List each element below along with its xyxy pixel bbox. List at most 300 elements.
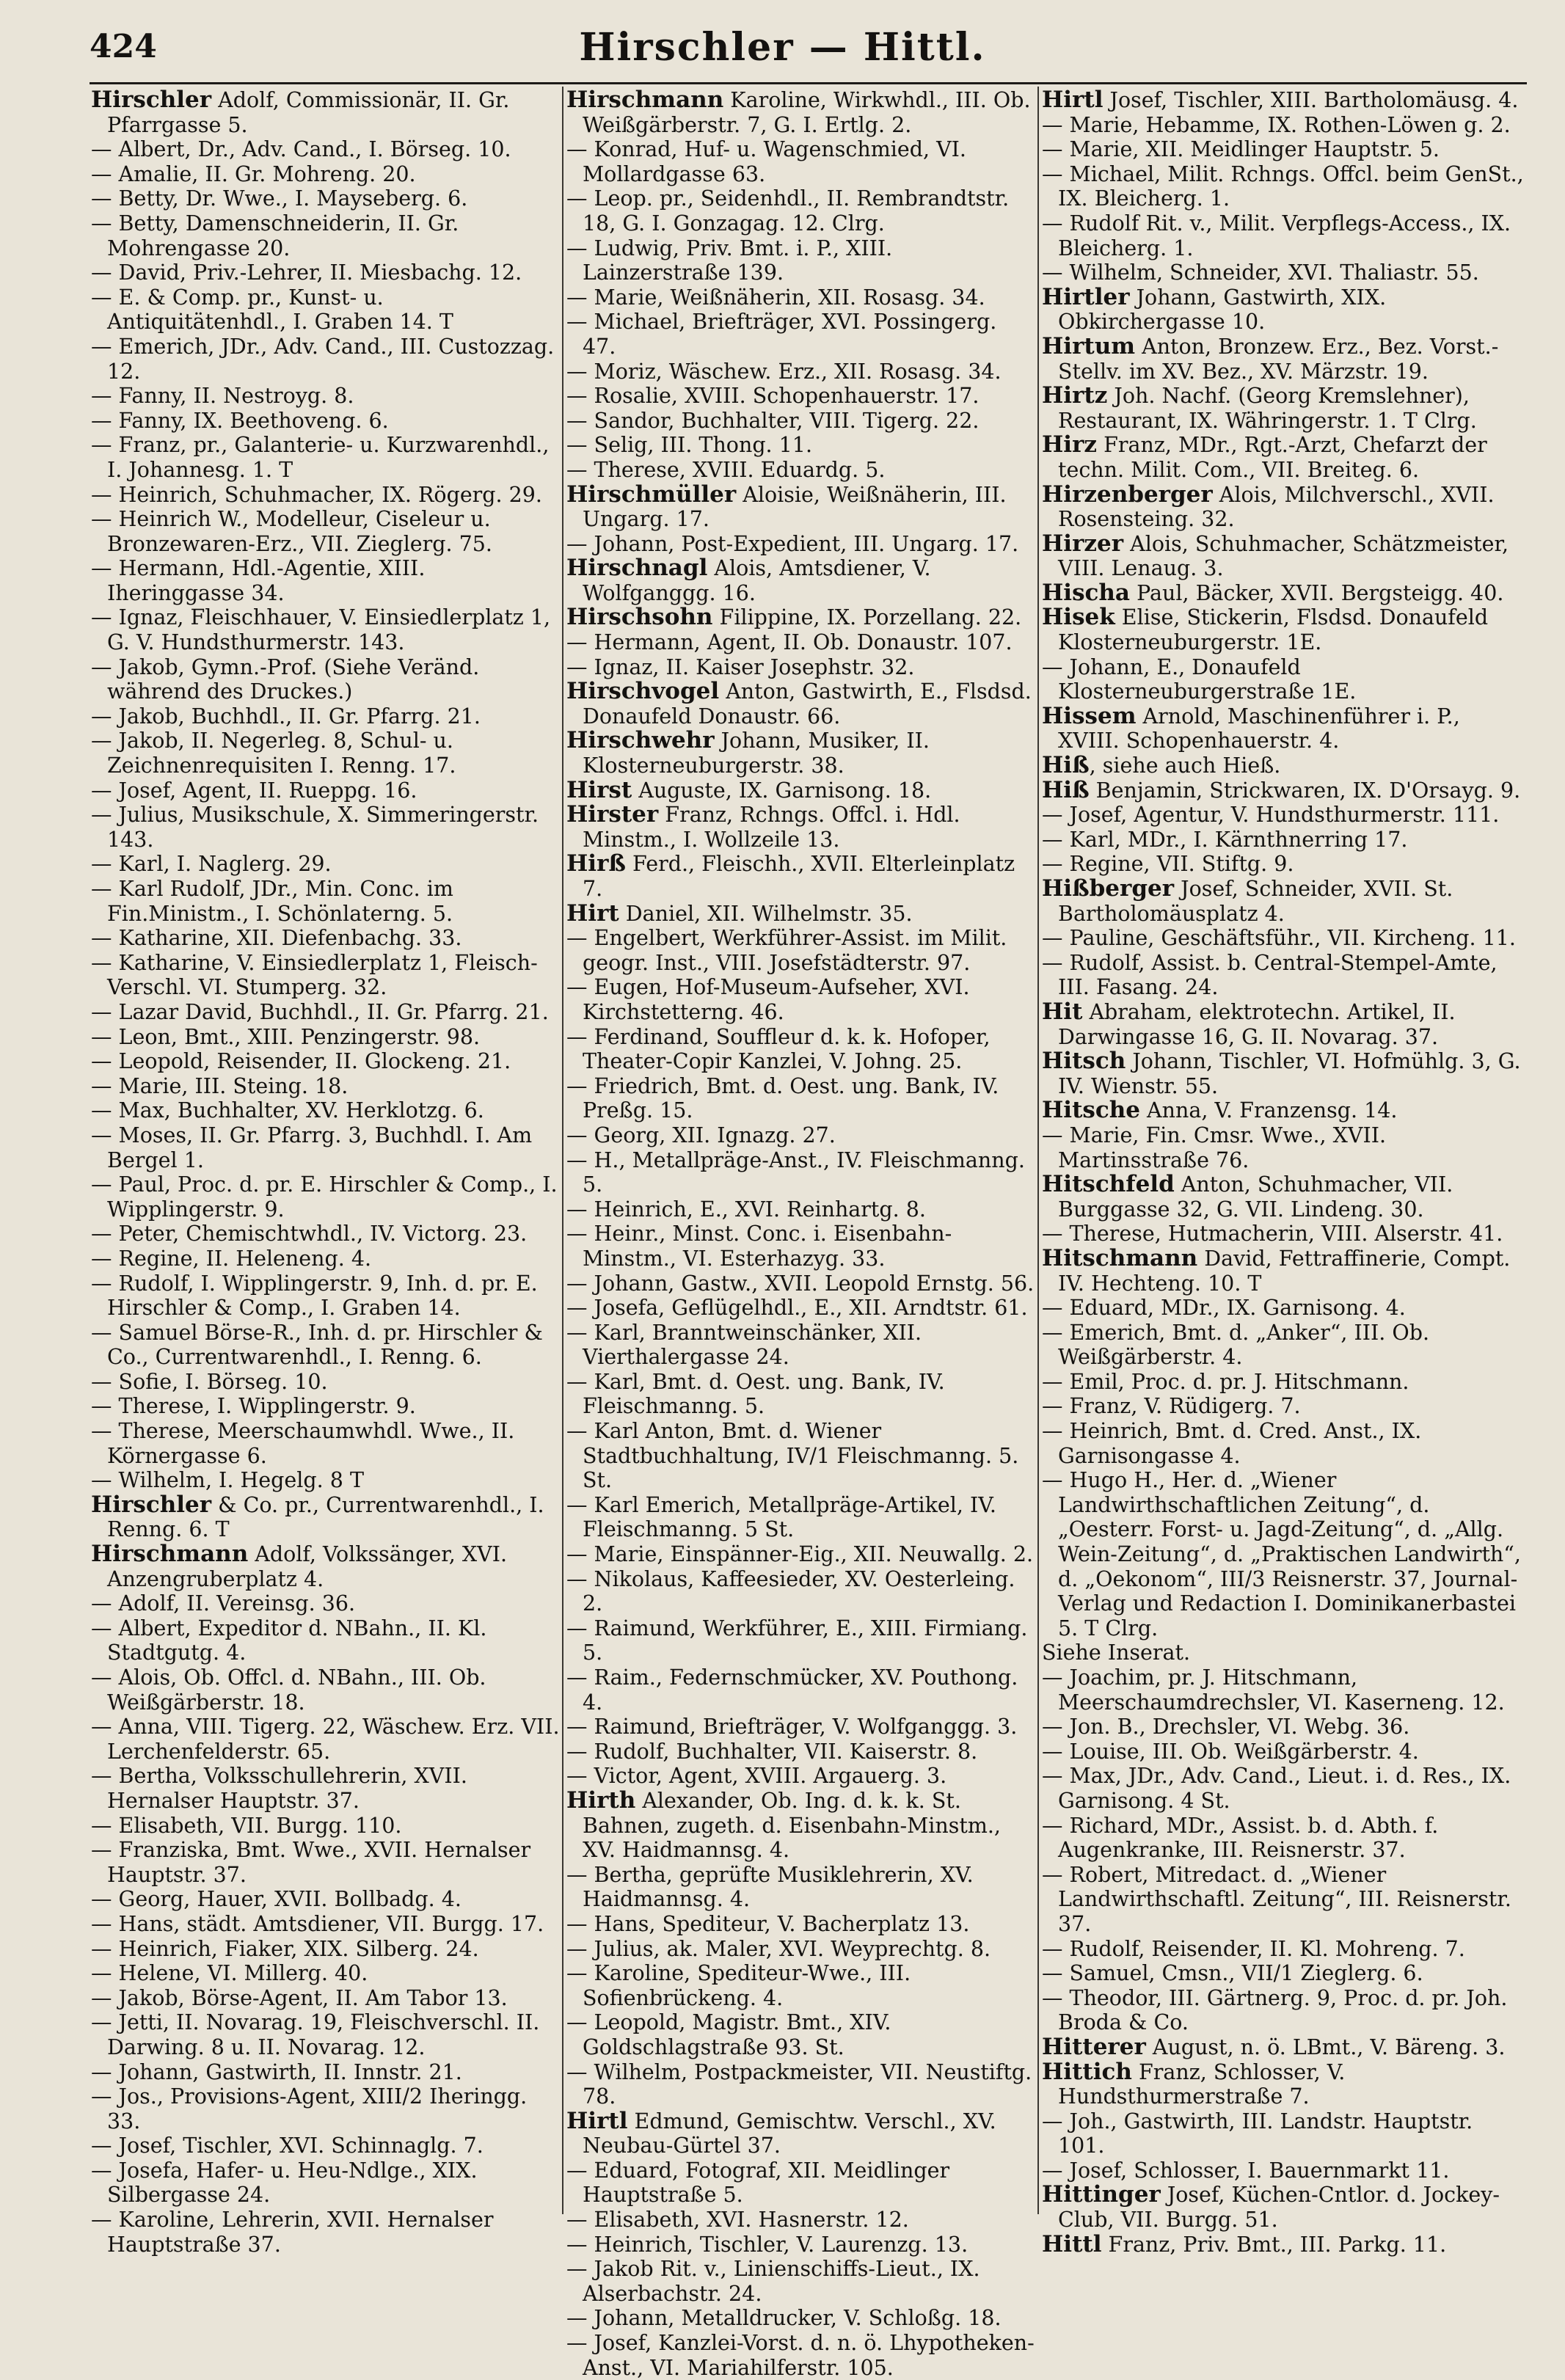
entry-text: — Regine, II. Heleneng. 4. (91, 1246, 372, 1271)
directory-entry (566, 556, 1036, 605)
directory-entry (566, 2158, 1036, 2208)
entry-text: Auguste, IX. Garnisong. 18. (632, 778, 932, 803)
directory-entry (91, 1049, 561, 1074)
entry-text: — Hugo H., Her. d. „Wiener Landwirthschaftlichen Zeitung“, d. „Oesterr. Forst- u. Jagd-Zeitung“, d. „Allg. Wein-Zeitung“, d. „Praktischen Landwirth“, d. „Oekonom“, III/3 Reisnerstr. 37, Journal-Verlag und Redaction I. Dominikanerbastei 5. T Clrg. (1042, 1468, 1521, 1640)
entry-text: — Johann, Gastwirth, II. Innstr. 21. (91, 2059, 462, 2084)
directory-entry (1042, 260, 1525, 285)
entry-text: — Sofie, I. Börseg. 10. (91, 1369, 328, 1394)
entry-text: — Bertha, Volksschullehrerin, XVII. Hernalser Hauptstr. 37. (91, 1764, 467, 1813)
directory-entry (1042, 2035, 1525, 2060)
entry-text: Josef, Tischler, XIII. Bartholomäusg. 4. (1103, 88, 1519, 112)
entry-text: — Leopold, Reisender, II. Glockeng. 21. (91, 1049, 511, 1074)
directory-entry (91, 1591, 561, 1616)
entry-text: Adolf, Volkssänger, XVI. Anzengruberplatz 4. (107, 1542, 508, 1591)
entry-headword: Hitterer (1042, 2033, 1146, 2060)
directory-entry (566, 1419, 1036, 1493)
directory-entry (1042, 1937, 1525, 1962)
entry-text: — Regine, VII. Stiftg. 9. (1042, 852, 1294, 877)
directory-entry (1042, 1123, 1525, 1172)
directory-entry (91, 186, 561, 211)
directory-entry (566, 605, 1036, 630)
entry-text: — Josef, Agentur, V. Hundsthurmerstr. 111. (1042, 803, 1500, 828)
directory-entry (566, 1493, 1036, 1542)
entry-text: — Jakob, Buchhdl., II. Gr. Pfarrg. 21. (91, 704, 481, 729)
directory-entry (566, 1740, 1036, 1764)
entry-text: — Hans, städt. Amtsdiener, VII. Burgg. 17. (91, 1911, 544, 1936)
entry-headword: Hiß (1042, 776, 1090, 803)
entry-headword: Hitsche (1042, 1097, 1140, 1124)
entry-text: , siehe auch Hieß. (1089, 753, 1281, 778)
directory-entry (1042, 532, 1525, 581)
entry-text: — Franz, V. Rüdigerg. 7. (1042, 1394, 1301, 1419)
entry-text: — Samuel, Cmsn., VII/1 Zieglerg. 6. (1042, 1961, 1423, 1986)
entry-text: — Heinrich, Tischler, V. Laurenzg. 13. (566, 2232, 968, 2257)
entry-text: — Marie, III. Steing. 18. (91, 1073, 349, 1098)
directory-entry (1042, 1370, 1525, 1395)
entry-text: — Therese, Hutmacherin, VIII. Alserstr. 41. (1042, 1222, 1503, 1246)
directory-entry (91, 2084, 561, 2133)
directory-entry (1042, 753, 1525, 778)
directory-entry (91, 1123, 561, 1172)
entry-text: — Robert, Mitredact. d. „Wiener Landwirthschaftl. Zeitung“, III. Reisnerstr. 37. (1042, 1862, 1511, 1936)
entry-text: Arnold, Maschinenführer i. P., XVIII. Schopenhauerstr. 4. (1058, 704, 1460, 753)
directory-entry (566, 1567, 1036, 1616)
entry-headword: Hirzer (1042, 530, 1124, 557)
directory-entry (566, 1786, 1036, 1863)
directory-entry (566, 778, 1036, 803)
entry-headword: Hirschmüller (566, 481, 737, 508)
entry-text: — Wilhelm, Schneider, XVI. Thaliastr. 55. (1042, 260, 1479, 285)
entry-headword: Hirschnagl (566, 555, 708, 582)
entry-text: — Betty, Dr. Wwe., I. Mayseberg. 6. (91, 186, 468, 211)
entry-text: — Raimund, Briefträger, V. Wolfganggg. 3. (566, 1715, 1018, 1740)
directory-entry (1042, 877, 1525, 926)
entry-text: — Eduard, MDr., IX. Garnisong. 4. (1042, 1296, 1406, 1321)
entry-text: Franz, Priv. Bmt., III. Parkg. 11. (1101, 2232, 1447, 2257)
entry-text: — Karoline, Spediteur-Wwe., III. Sofienbrückeng. 4. (566, 1961, 911, 2010)
directory-entry (1042, 828, 1525, 853)
directory-entry (91, 1838, 561, 1887)
entry-text: Siehe Inserat. (1042, 1640, 1191, 1665)
entry-text: — Amalie, II. Gr. Mohreng. 20. (91, 161, 416, 186)
directory-entry (566, 852, 1036, 901)
entry-text: — Ignaz, II. Kaiser Josephstr. 32. (566, 654, 915, 679)
entry-text: — Hermann, Hdl.-Agentie, XIII. Iheringgasse 34. (91, 556, 426, 605)
entry-text: — Konrad, Huf- u. Wagenschmied, VI. Mollardgasse 63. (566, 137, 966, 186)
entry-text: — Jon. B., Drechsler, VI. Webg. 36. (1042, 1715, 1410, 1740)
entry-headword: Hisek (1042, 604, 1115, 631)
entry-headword: Hittinger (1042, 2181, 1161, 2208)
directory-entry (566, 1961, 1036, 2010)
entry-text: — Heinr., Minst. Conc. i. Eisenbahn-Minstm., VI. Esterhazyg. 33. (566, 1222, 952, 1271)
entry-text: — Albert, Dr., Adv. Cand., I. Börseg. 10. (91, 137, 511, 162)
directory-entry (91, 1616, 561, 1665)
entry-text: — Louise, III. Ob. Weißgärberstr. 4. (1042, 1739, 1419, 1764)
entry-text: — Therese, I. Wipplingerstr. 9. (91, 1394, 416, 1419)
entry-text: — Josef, Agent, II. Rueppg. 16. (91, 778, 417, 803)
entry-text: — Joachim, pr. J. Hitschmann, Meerschaumdrechsler, VI. Kaserneng. 12. (1042, 1665, 1505, 1715)
entry-text: — Jakob, Gymn.-Prof. (Siehe Veränd. während des Druckes.) (91, 654, 480, 704)
directory-entry (91, 1937, 561, 1962)
directory-entry (566, 359, 1036, 384)
entry-text: — Heinrich, Fiaker, XIX. Silberg. 24. (91, 1936, 479, 1961)
entry-text: — Johann, E., Donaufeld Klosterneuburgerstraße 1E. (1042, 654, 1357, 704)
entry-text: — Ferdinand, Souffleur d. k. k. Hofoper, Theater-Copir Kanzlei, V. Johng. 25. (566, 1024, 991, 1074)
entry-text: — Max, JDr., Adv. Cand., Lieut. i. d. Res., IX. Garnisong. 4 St. (1042, 1764, 1511, 1813)
directory-entry (91, 803, 561, 852)
entry-text: — Elisabeth, XVI. Hasnerstr. 12. (566, 2208, 909, 2233)
directory-entry (566, 2257, 1036, 2306)
directory-entry (91, 1025, 561, 1050)
directory-entry (566, 655, 1036, 680)
directory-entry (91, 211, 561, 260)
directory-entry (91, 137, 561, 162)
directory-entry (1042, 778, 1525, 803)
entry-text: — Johann, Post-Expedient, III. Ungarg. 17. (566, 531, 1019, 556)
entry-text: — Emerich, Bmt. d. „Anker“, III. Ob. Weißgärberstr. 4. (1042, 1320, 1430, 1370)
directory-entry (566, 899, 1036, 927)
entry-text: — Hermann, Agent, II. Ob. Donaustr. 107. (566, 630, 1013, 655)
directory-entry (566, 2109, 1036, 2158)
directory-entry (566, 1542, 1036, 1567)
directory-entry (91, 409, 561, 434)
directory-entry (91, 483, 561, 508)
entry-text: David, Fettraffinerie, Compt. IV. Hechteng. 10. T (1058, 1246, 1511, 1296)
entry-text: — Josef, Kanzlei-Vorst. d. n. ö. Lhypotheken-Anst., VI. Mariahilferstr. 105. (566, 2331, 1035, 2380)
directory-entry (91, 507, 561, 556)
entry-headword: Hirß (566, 850, 626, 877)
directory-entry (91, 162, 561, 187)
directory-entry (1042, 1098, 1525, 1123)
entry-text: — Jakob, Börse-Agent, II. Am Tabor 13. (91, 1985, 508, 2010)
entry-text: — Rudolf, Buchhalter, VII. Kaiserstr. 8. (566, 1739, 978, 1764)
entry-text: — E. & Comp. pr., Kunst- u. Antiquitätenhdl., I. Graben 14. T (91, 285, 453, 335)
entry-headword: Hirschvogel (566, 678, 720, 705)
entry-text: Anna, V. Franzensg. 14. (1139, 1098, 1398, 1123)
entry-text: — Karl, MDr., I. Kärnthnerring 17. (1042, 827, 1408, 852)
entry-text: — Marie, Einspänner-Eig., XII. Neuwallg. 2. (566, 1542, 1034, 1567)
directory-entry (91, 335, 561, 384)
directory-entry (1042, 1814, 1525, 1863)
entry-text: — Michael, Milit. Rchngs. Offcl. beim GenSt., IX. Bleicherg. 1. (1042, 161, 1524, 211)
directory-entry (1042, 1764, 1525, 1813)
entry-text: — Karl, Branntweinschänker, XII. Vierthalergasse 24. (566, 1320, 922, 1370)
directory-entry (1042, 1394, 1525, 1419)
entry-text: Karoline, Wirkwhdl., III. Ob. Weißgärberstr. 7, G. I. Ertlg. 2. (583, 88, 1031, 137)
directory-entry (1042, 1172, 1525, 1222)
directory-entry (91, 926, 561, 951)
directory-entry (1042, 137, 1525, 162)
entry-text: Filippine, IX. Porzellang. 22. (712, 605, 1022, 630)
entry-text: — H., Metallpräge-Anst., IV. Fleischmanng. 5. (566, 1147, 1025, 1197)
directory-entry (91, 704, 561, 729)
directory-entry (91, 2133, 561, 2158)
directory-entry (1042, 926, 1525, 951)
directory-entry (566, 1074, 1036, 1123)
directory-entry (91, 1542, 561, 1591)
entry-headword: Hischa (1042, 579, 1131, 606)
entry-text: — Friedrich, Bmt. d. Oest. ung. Bank, IV. Preßg. 15. (566, 1073, 999, 1123)
entry-text: — Therese, XVIII. Eduardg. 5. (566, 457, 886, 482)
entry-text: Josef, Schneider, XVII. St. Bartholomäusplatz 4. (1058, 877, 1453, 926)
directory-entry (91, 1986, 561, 2011)
directory-entry (566, 1937, 1036, 1962)
entry-text: — Heinrich, Bmt. d. Cred. Anst., IX. Garnisongasse 4. (1042, 1419, 1422, 1468)
entry-text: Elise, Stickerin, Flsdsd. Donaufeld Klosterneuburgerstr. 1E. (1058, 605, 1489, 655)
directory-entry (91, 1912, 561, 1937)
entry-text: — Georg, Hauer, XVII. Bollbadg. 4. (91, 1887, 462, 1912)
entry-text: — Moses, II. Gr. Pfarrg. 3, Buchhdl. I. Am Bergel 1. (91, 1123, 533, 1172)
entry-text: — Adolf, II. Vereinsg. 36. (91, 1591, 356, 1616)
directory-entry (1042, 1419, 1525, 1468)
directory-entry (91, 605, 561, 654)
entry-text: — Richard, MDr., Assist. b. d. Abth. f. Augenkranke, III. Reisnerstr. 37. (1042, 1813, 1439, 1863)
entry-text: — Selig, III. Thong. 11. (566, 433, 813, 458)
directory-entry (1042, 433, 1525, 482)
directory-entry (91, 951, 561, 1000)
entry-text: — Franziska, Bmt. Wwe., XVII. Hernalser Hauptstr. 37. (91, 1838, 531, 1887)
directory-entry (1042, 2158, 1525, 2183)
directory-entry (1042, 1740, 1525, 1764)
directory-entry (91, 260, 561, 285)
directory-entry (566, 1025, 1036, 1074)
entry-text: — Ludwig, Priv. Bmt. i. P., XIII. Lainzerstraße 139. (566, 236, 893, 285)
directory-entry (566, 285, 1036, 310)
directory-entry (91, 852, 561, 877)
directory-entry (566, 1764, 1036, 1789)
directory-entry (91, 655, 561, 704)
entry-text: — Wilhelm, Postpackmeister, VII. Neustiftg. 78. (566, 2059, 1032, 2109)
entry-text: Josef, Küchen-Cntlor. d. Jockey-Club, VII. Burgg. 51. (1058, 2183, 1500, 2233)
directory-column-2 (566, 87, 1036, 2380)
directory-entry (566, 409, 1036, 434)
directory-entry (91, 1764, 561, 1813)
entry-text: — Emil, Proc. d. pr. J. Hitschmann. (1042, 1369, 1409, 1394)
entry-headword: Hirschmann (566, 87, 724, 113)
directory-entry (1042, 1665, 1525, 1715)
directory-entry (1042, 1246, 1525, 1296)
entry-text: — Eugen, Hof-Museum-Aufseher, XVI. Kirchstetterng. 46. (566, 975, 970, 1024)
entry-text: — Georg, XII. Ignazg. 27. (566, 1123, 836, 1147)
directory-entry (91, 1172, 561, 1222)
entry-text: — Karl Rudolf, JDr., Min. Conc. im Fin.Ministm., I. Schönlaterng. 5. (91, 877, 453, 926)
entry-text: — Rosalie, XVIII. Schopenhauerstr. 17. (566, 384, 980, 409)
entry-text: — Josefa, Hafer- u. Heu-Ndlge., XIX. Silbergasse 24. (91, 2158, 478, 2208)
entry-headword: Hirst (566, 776, 632, 803)
directory-entry (91, 384, 561, 409)
entry-text: — Wilhelm, I. Hegelg. 8 T (91, 1468, 364, 1493)
entry-text: — Franz, pr., Galanterie- u. Kurzwarenhdl., I. Johannesg. 1. T (91, 433, 550, 482)
directory-entry (566, 2010, 1036, 2059)
directory-entry (91, 1814, 561, 1839)
entry-headword: Hittich (1042, 2058, 1132, 2085)
directory-entry (1042, 1296, 1525, 1321)
entry-text: — Leop. pr., Seidenhdl., II. Rembrandtstr. 18, G. I. Gonzagag. 12. Clrg. (566, 186, 1010, 236)
entry-headword: Hirtum (1042, 332, 1136, 359)
entry-text: — Lazar David, Buchhdl., II. Gr. Pfarrg. 21. (91, 999, 549, 1024)
directory-entry (1042, 852, 1525, 877)
directory-entry (91, 88, 561, 137)
directory-entry (566, 186, 1036, 236)
entry-text: Anton, Schuhmacher, VII. Burggasse 32, G. VII. Lindeng. 30. (1058, 1172, 1453, 1222)
entry-text: — Rudolf Rit. v., Milit. Verpflegs-Access., IX. Bleicherg. 1. (1042, 211, 1511, 260)
entry-text: — Karl, Bmt. d. Oest. ung. Bank, IV. Fleischmanng. 5. (566, 1369, 945, 1419)
entry-text: — Jakob, II. Negerleg. 8, Schul- u. Zeichnenrequisiten I. Renng. 17. (91, 729, 456, 778)
entry-text: Daniel, XII. Wilhelmstr. 35. (619, 901, 913, 926)
directory-entry (566, 458, 1036, 483)
entry-text: — Joh., Gastwirth, III. Landstr. Hauptstr. 101. (1042, 2109, 1473, 2158)
entry-headword: Hirth (566, 1786, 636, 1814)
entry-text: Alois, Amtsdiener, V. Wolfganggg. 16. (583, 556, 931, 605)
directory-entry (566, 2233, 1036, 2257)
entry-text: — Marie, Weißnäherin, XII. Rosasg. 34. (566, 285, 985, 310)
entry-text: — Alois, Ob. Offcl. d. NBahn., III. Ob. Weißgärberstr. 18. (91, 1665, 486, 1715)
entry-text: — Karl Emerich, Metallpräge-Artikel, IV. Fleischmanng. 5 St. (566, 1492, 996, 1542)
entry-text: — Karl Anton, Bmt. d. Wiener Stadtbuchhaltung, IV/1 Fleischmanng. 5. St. (566, 1419, 1019, 1493)
directory-entry (1042, 88, 1525, 113)
directory-entry (1042, 1986, 1525, 2035)
entry-text: — Rudolf, Assist. b. Central-Stempel-Amte, III. Fasang. 24. (1042, 950, 1497, 1000)
directory-entry (1042, 332, 1525, 384)
entry-text: — Emerich, JDr., Adv. Cand., III. Custozzag. 12. (91, 334, 555, 384)
directory-entry (1042, 1961, 1525, 1986)
entry-text: — Katharine, V. Einsiedlerplatz 1, Fleisch-Verschl. VI. Stumperg. 32. (91, 950, 538, 1000)
entry-text: — Marie, Fin. Cmsr. Wwe., XVII. Martinsstraße 76. (1042, 1123, 1387, 1172)
entry-text: Abraham, elektrotechn. Artikel, II. Darwingasse 16, G. II. Novarag. 37. (1058, 999, 1456, 1049)
entry-text: & Co. pr., Currentwarenhdl., I. Renng. 6. T (107, 1492, 544, 1542)
directory-entry (566, 2060, 1036, 2109)
directory-column-3 (1042, 87, 1525, 2257)
entry-headword: Hirschwehr (566, 727, 715, 754)
directory-entry (566, 483, 1036, 532)
entry-text: Franz, Rchngs. Offcl. i. Hdl. Minstm., I. Wollzeile 13. (583, 803, 960, 852)
directory-entry (91, 433, 561, 482)
entry-text: — Ignaz, Fleischhauer, V. Einsiedlerplatz 1, G. V. Hundsthurmerstr. 143. (91, 605, 551, 655)
directory-entry (1042, 655, 1525, 704)
entry-text: — Katharine, XII. Diefenbachg. 33. (91, 926, 462, 951)
directory-entry (566, 1321, 1036, 1370)
entry-text: — Betty, Damenschneiderin, II. Gr. Mohrengasse 20. (91, 211, 459, 260)
directory-entry (566, 1370, 1036, 1419)
directory-entry (1042, 605, 1525, 654)
directory-entry (566, 384, 1036, 409)
directory-entry (91, 1468, 561, 1493)
directory-entry (91, 877, 561, 926)
entry-text: Alois, Schuhmacher, Schätzmeister, VIII. Lenaug. 3. (1058, 531, 1509, 581)
directory-entry (1042, 2183, 1525, 2232)
directory-entry (1042, 951, 1525, 1000)
entry-headword: Hirzenberger (1042, 481, 1213, 508)
entry-text: — Raimund, Werkführer, E., XIII. Firmiang. 5. (566, 1616, 1028, 1665)
directory-entry (91, 778, 561, 803)
entry-text: — Rudolf, Reisender, II. Kl. Mohreng. 7. (1042, 1936, 1465, 1961)
directory-entry (91, 1887, 561, 1912)
entry-text: — Eduard, Fotograf, XII. Meidlinger Hauptstraße 5. (566, 2158, 950, 2208)
directory-entry (1042, 162, 1525, 211)
directory-entry (566, 1296, 1036, 1321)
entry-text: Edmund, Gemischtw. Verschl., XV. Neubau-Gürtel 37. (583, 2109, 996, 2158)
directory-entry (1042, 483, 1525, 532)
entry-text: — Johann, Metalldrucker, V. Schloßg. 18. (566, 2306, 1002, 2331)
entry-text: — Raim., Federnschmücker, XV. Pouthong. 4. (566, 1665, 1018, 1715)
entry-text: — Leon, Bmt., XIII. Penzingerstr. 98. (91, 1024, 481, 1049)
directory-entry (566, 803, 1036, 852)
directory-entry (91, 2158, 561, 2208)
directory-entry (566, 1616, 1036, 1665)
directory-entry (566, 137, 1036, 186)
directory-entry (91, 1098, 561, 1123)
directory-entry (1042, 113, 1525, 138)
directory-entry (566, 630, 1036, 655)
entry-text: — Josefa, Geflügelhdl., E., XII. Arndtstr. 61. (566, 1296, 1028, 1321)
entry-text: August, n. ö. LBmt., V. Bäreng. 3. (1145, 2034, 1506, 2059)
directory-entry (1042, 1715, 1525, 1740)
entry-text: — Therese, Meerschaumwhdl. Wwe., II. Körnergasse 6. (91, 1419, 515, 1468)
entry-headword: Hirtl (566, 2107, 628, 2134)
column-divider (562, 87, 563, 2214)
entry-text: — Hans, Spediteur, V. Bacherplatz 13. (566, 1911, 970, 1936)
directory-entry (1042, 1000, 1525, 1049)
directory-entry (1042, 1468, 1525, 1640)
entry-text: — Elisabeth, VII. Burgg. 110. (91, 1813, 402, 1838)
directory-entry (566, 1197, 1036, 1222)
directory-entry (1042, 285, 1525, 335)
entry-text: — Theodor, III. Gärtnerg. 9, Proc. d. pr. Joh. Broda & Co. (1042, 1985, 1508, 2035)
entry-headword: Hitschmann (1042, 1244, 1198, 1271)
directory-entry (91, 556, 561, 605)
directory-entry (566, 729, 1036, 778)
entry-text: Johann, Gastwirth, XIX. Obkirchergasse 10. (1058, 285, 1387, 335)
directory-entry (566, 532, 1036, 557)
directory-entry (566, 1222, 1036, 1271)
directory-entry (566, 310, 1036, 359)
directory-entry (91, 285, 561, 335)
directory-entry (91, 1419, 561, 1468)
entry-text: Johann, Tischler, VI. Hofmühlg. 3, G. IV. Wienstr. 55. (1058, 1049, 1521, 1098)
directory-entry (566, 236, 1036, 285)
entry-text: — Rudolf, I. Wipplingerstr. 9, Inh. d. pr. E. Hirschler & Comp., I. Graben 14. (91, 1271, 538, 1321)
entry-headword: Hirschler (91, 87, 212, 113)
entry-text: — Max, Buchhalter, XV. Herklotzg. 6. (91, 1098, 484, 1123)
entry-text: Benjamin, Strickwaren, IX. D'Orsayg. 9. (1089, 778, 1521, 803)
entry-headword: Hittl (1042, 2230, 1102, 2257)
directory-entry (566, 926, 1036, 975)
entry-text: — Michael, Briefträger, XVI. Possingerg. 47. (566, 310, 997, 359)
entry-text: — Johann, Gastw., XVII. Leopold Ernstg. 56. (566, 1271, 1035, 1296)
entry-text: — David, Priv.-Lehrer, II. Miesbachg. 12. (91, 260, 522, 285)
directory-entry (91, 1493, 561, 1542)
directory-entry (91, 1271, 561, 1321)
entry-headword: Hiß (1042, 752, 1090, 779)
entry-text: — Peter, Chemischtwhdl., IV. Victorg. 23. (91, 1222, 528, 1246)
entry-text: — Heinrich, Schuhmacher, IX. Rögerg. 29. (91, 482, 542, 507)
entry-headword: Hirtler (1042, 283, 1130, 310)
entry-headword: Hißberger (1042, 875, 1175, 902)
header-rule (90, 82, 1527, 84)
directory-entry (1042, 803, 1525, 828)
directory-entry (566, 1665, 1036, 1715)
entry-text: — Pauline, Geschäftsführ., VII. Kircheng. 11. (1042, 926, 1516, 951)
entry-text: — Fanny, IX. Beethoveng. 6. (91, 408, 389, 433)
entry-headword: Hissem (1042, 702, 1137, 729)
entry-headword: Hirz (1042, 431, 1098, 459)
entry-text: — Jetti, II. Novarag. 19, Fleischverschl. II. Darwing. 8 u. II. Novarag. 12. (91, 2010, 540, 2059)
directory-entry (566, 2331, 1036, 2380)
directory-entry (566, 88, 1036, 137)
directory-entry (91, 1222, 561, 1246)
directory-entry (91, 1370, 561, 1395)
entry-text: — Heinrich W., Modelleur, Ciseleur u. Bronzewaren-Erz., VII. Zieglerg. 75. (91, 507, 492, 556)
